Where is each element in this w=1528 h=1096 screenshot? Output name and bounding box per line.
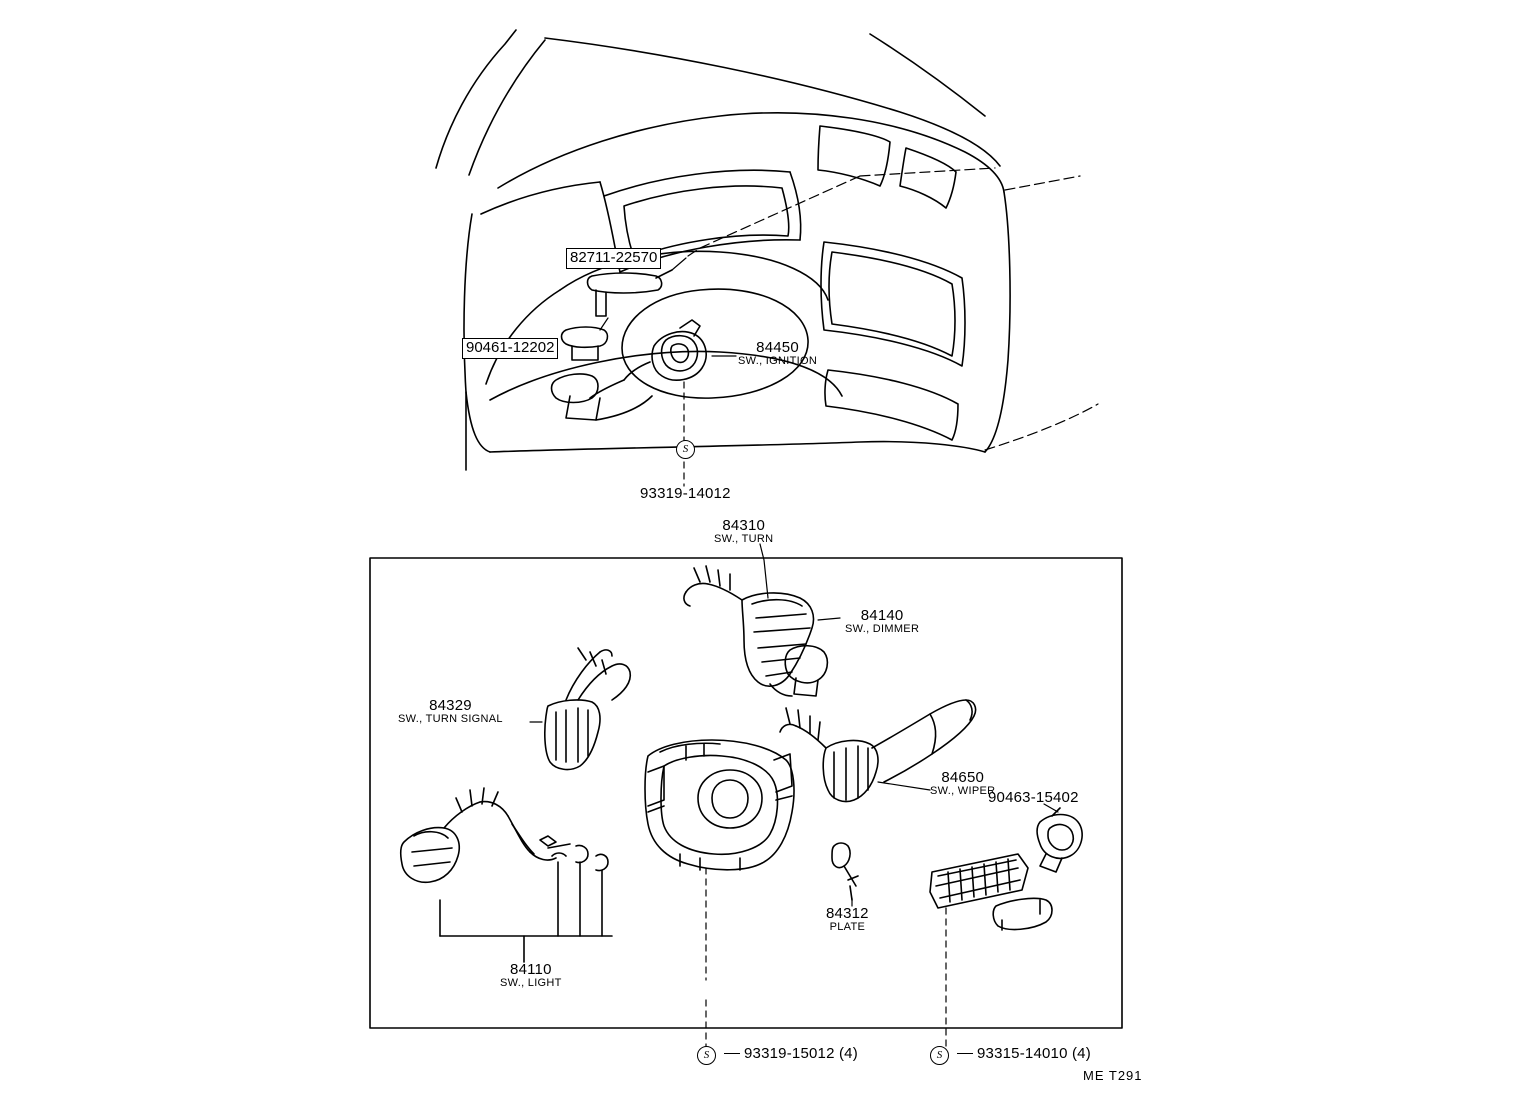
screw-symbol-icon-3: S — [930, 1046, 949, 1065]
part-number: 93319-14012 — [640, 485, 731, 502]
part-label-90461-12202 — [462, 338, 558, 359]
part-number: 84312 — [826, 905, 869, 922]
part-label-82711-22570 — [566, 248, 661, 269]
part-description: SW., LIGHT — [500, 976, 562, 989]
part-number: 84310 — [722, 517, 766, 534]
part-number: 84329 — [429, 697, 472, 714]
part-label-93319-14012 — [640, 486, 731, 502]
part-number: 90461-12202 — [466, 339, 555, 356]
part-label-84140 — [845, 608, 919, 635]
bottom-note-93315-14010: 93315-14010 (4) — [957, 1046, 1091, 1062]
part-description: SW., TURN SIGNAL — [398, 712, 503, 725]
part-label-84329 — [398, 698, 503, 725]
part-description: PLATE — [829, 920, 866, 933]
part-number: 90463-15402 — [988, 789, 1079, 806]
part-label-84312 — [826, 906, 869, 933]
part-number: 82711-22570 — [570, 249, 658, 266]
part-number: 84450 — [756, 339, 799, 356]
part-label-90463-15402 — [988, 790, 1079, 806]
part-description: SW., DIMMER — [845, 622, 920, 635]
leader-dash — [724, 1053, 740, 1054]
part-number: 84140 — [860, 607, 904, 624]
screw-symbol-icon-1: S — [676, 440, 695, 459]
bottom-note-93319-15012: 93319-15012 (4) — [724, 1046, 858, 1062]
part-label-84650 — [930, 770, 995, 797]
part-label-84450 — [738, 340, 817, 367]
part-label-84310 — [714, 518, 773, 545]
sheet-code: ME T291 — [1083, 1068, 1143, 1083]
part-description: SW., IGNITION — [738, 354, 818, 367]
leader-dash — [957, 1053, 973, 1054]
part-number: 84110 — [510, 961, 552, 978]
screw-symbol-icon-2: S — [697, 1046, 716, 1065]
part-number: 84650 — [941, 769, 985, 786]
part-description: SW., WIPER — [930, 784, 996, 797]
part-description: SW., TURN — [714, 532, 774, 545]
part-label-84110 — [500, 962, 562, 989]
